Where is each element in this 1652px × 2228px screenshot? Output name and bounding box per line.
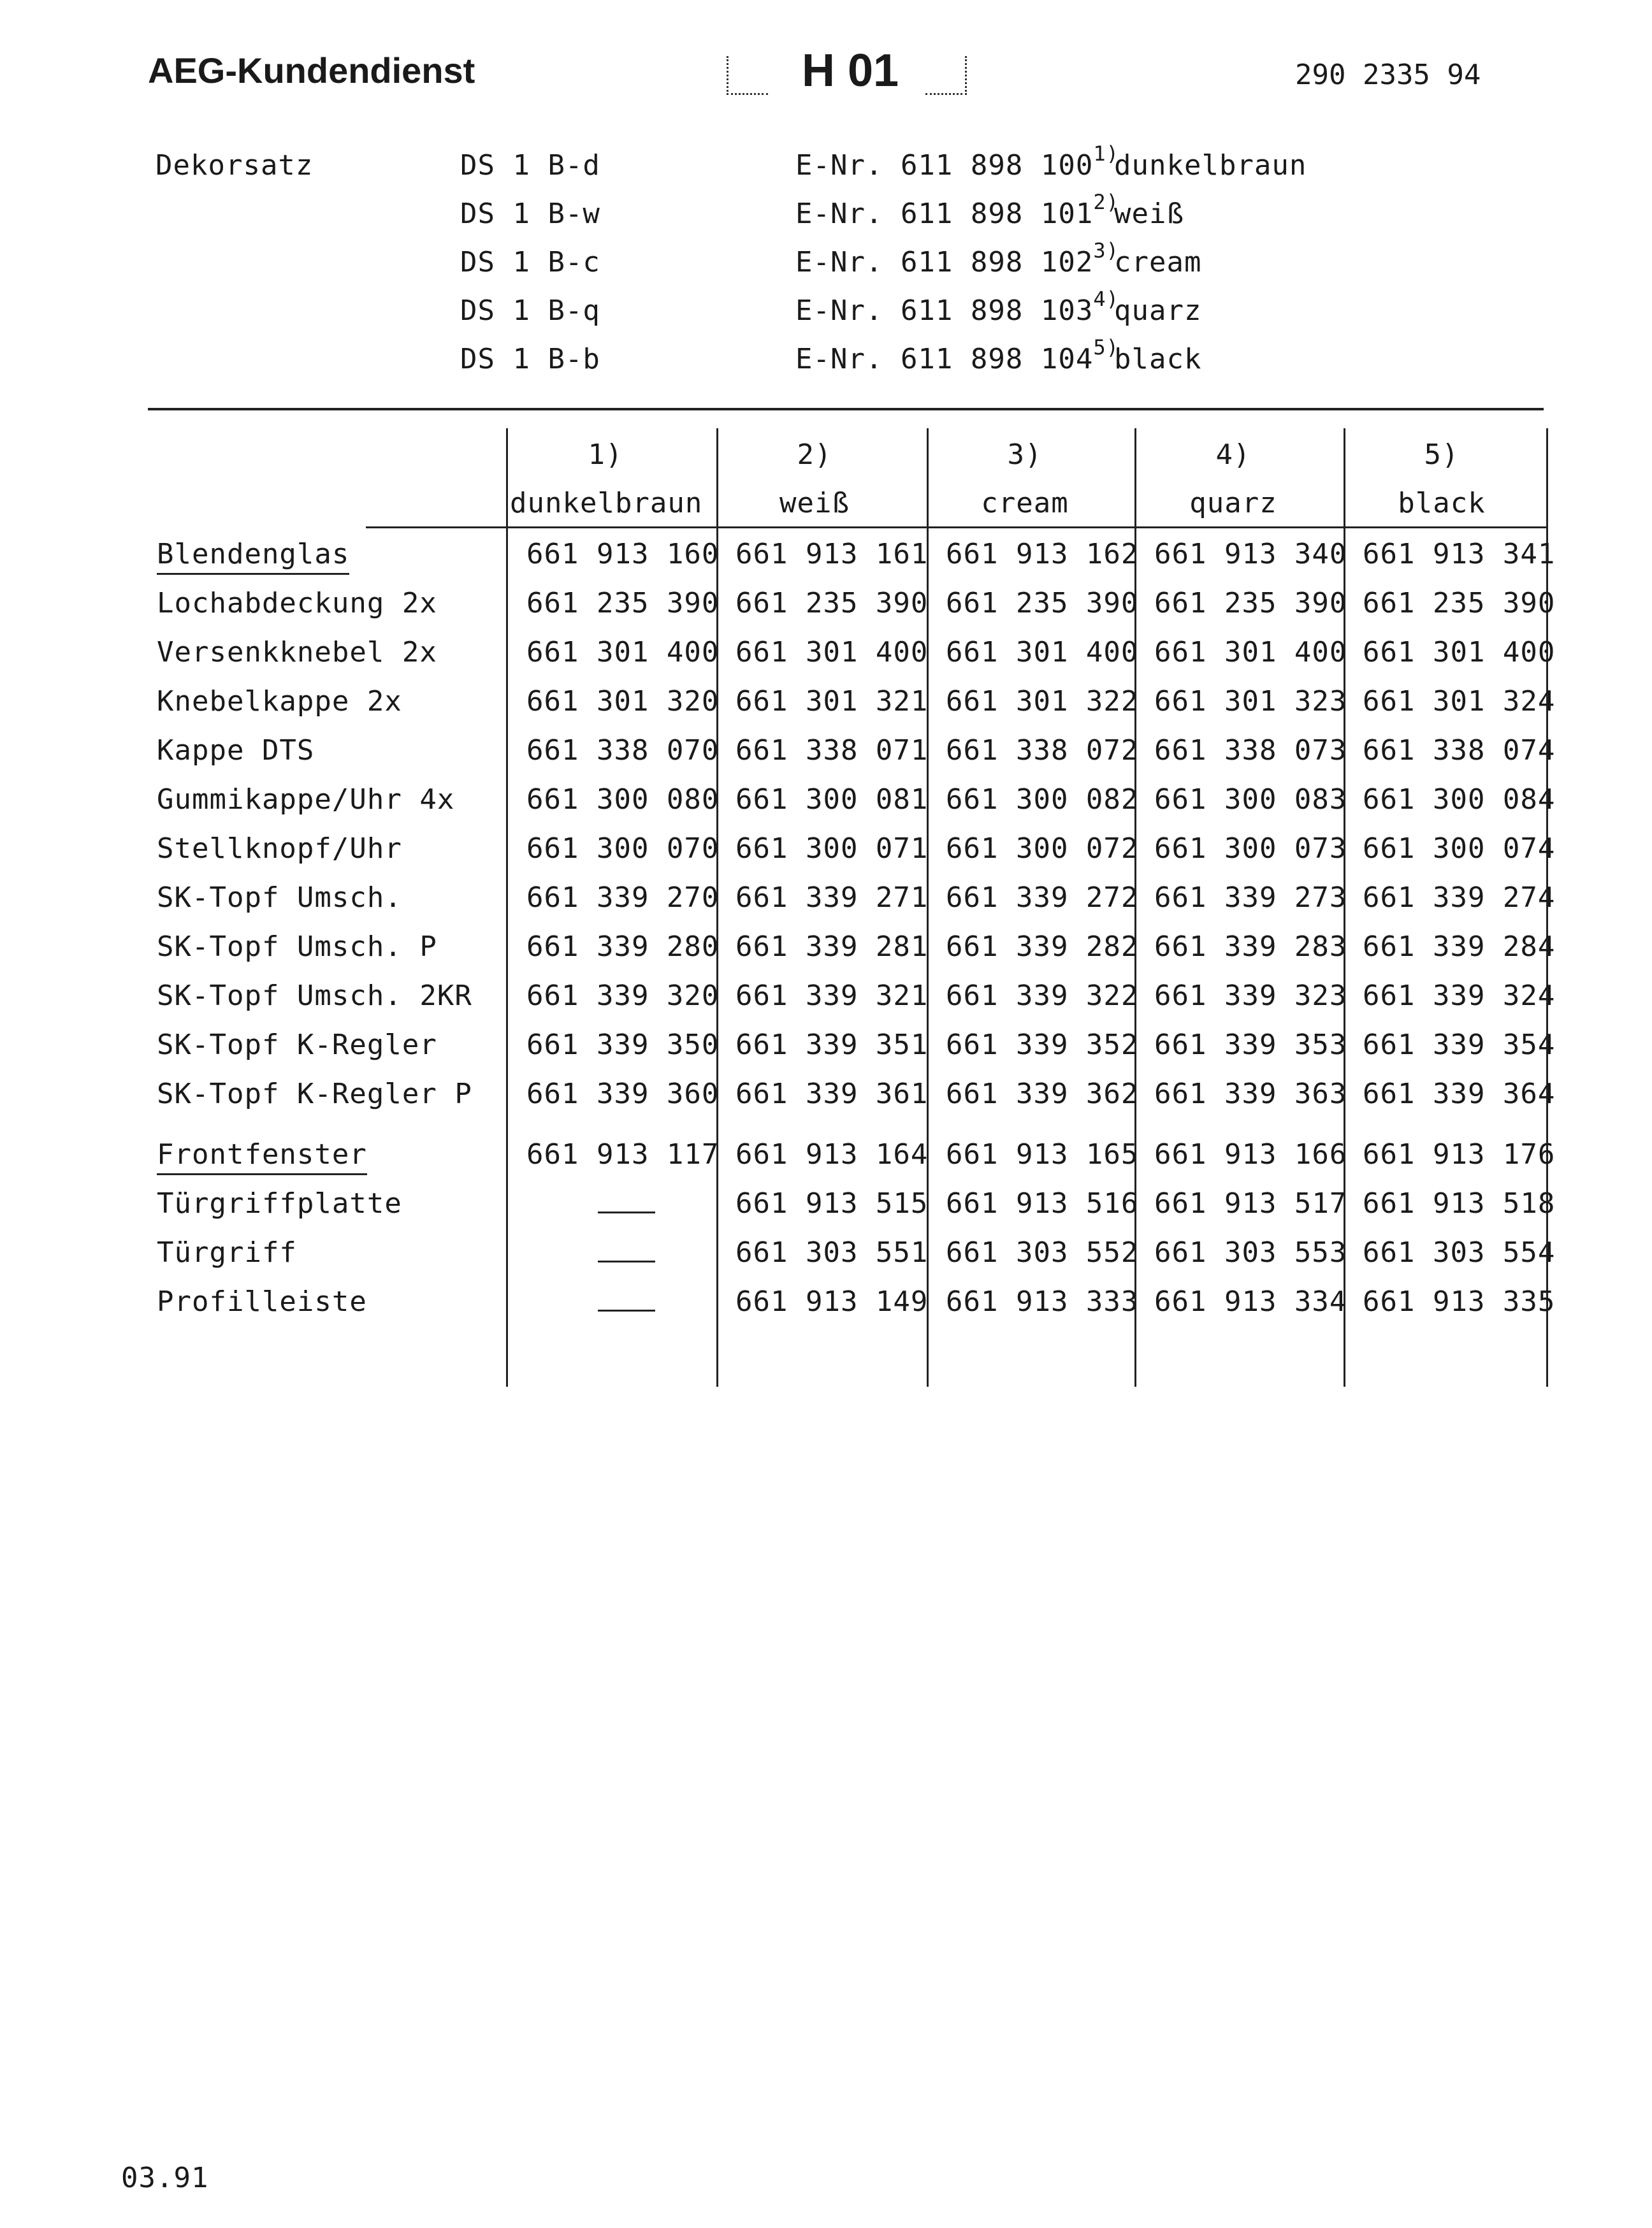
part-number-cell: 661 913 334 (1154, 1285, 1347, 1318)
enr-number: E-Nr. 611 898 103 (795, 294, 1094, 327)
column-color-name: quarz (1189, 487, 1277, 519)
part-number-cell: 661 339 282 (946, 930, 1139, 963)
part-number-cell: 661 235 390 (946, 587, 1139, 619)
part-number-cell: 661 338 070 (526, 734, 720, 767)
part-number-cell: 661 301 322 (946, 685, 1139, 718)
part-number-cell: 661 913 335 (1363, 1285, 1556, 1318)
dekorsatz-label: Dekorsatz (156, 149, 314, 182)
dekorsatz-color: cream (1114, 246, 1202, 278)
part-number-cell: 661 913 341 (1363, 538, 1556, 570)
part-number-cell: 661 300 082 (946, 783, 1139, 816)
part-number-cell: 661 300 072 (946, 832, 1139, 865)
row-label: SK-Topf K-Regler (157, 1029, 437, 1061)
part-number-cell: 661 339 271 (735, 881, 929, 914)
column-number: 2) (797, 438, 832, 471)
part-number-cell: 661 339 272 (946, 881, 1139, 914)
dekorsatz-model: DS 1 B-d (460, 149, 600, 182)
part-number-cell: 661 913 516 (946, 1187, 1139, 1220)
part-number-cell: 661 339 284 (1363, 930, 1556, 963)
not-applicable-dash (598, 1212, 655, 1213)
part-number-cell: 661 913 517 (1154, 1187, 1347, 1220)
part-number-cell: 661 913 149 (735, 1285, 929, 1318)
part-number-cell: 661 913 117 (526, 1138, 720, 1171)
part-number-cell: 661 338 074 (1363, 734, 1556, 767)
dekorsatz-color: weiß (1114, 198, 1184, 230)
part-number-cell: 661 339 351 (735, 1029, 929, 1061)
dekorsatz-enr (795, 335, 1119, 375)
row-label: SK-Topf Umsch. (157, 881, 402, 914)
dekorsatz-model: DS 1 B-b (460, 343, 600, 375)
enr-number: E-Nr. 611 898 104 (795, 343, 1094, 375)
part-number-cell: 661 301 400 (1154, 636, 1347, 669)
part-number-cell: 661 235 390 (526, 587, 720, 619)
part-number-cell: 661 339 363 (1154, 1078, 1347, 1110)
dekorsatz-model: DS 1 B-q (460, 294, 600, 327)
part-number-cell: 661 301 320 (526, 685, 720, 718)
section-divider (148, 408, 1544, 410)
row-label: Stellknopf/Uhr (157, 832, 402, 865)
header-underline (366, 526, 1546, 528)
frame-corner-left (727, 56, 768, 95)
not-applicable-dash (598, 1310, 655, 1312)
part-number-cell: 661 339 274 (1363, 881, 1556, 914)
part-number-cell: 661 339 320 (526, 980, 720, 1012)
row-label: Türgriffplatte (157, 1187, 402, 1220)
part-number-cell: 661 303 551 (735, 1236, 929, 1269)
footnote-marker: 2) (1093, 190, 1119, 214)
row-label: Kappe DTS (157, 734, 315, 767)
row-label: SK-Topf Umsch. P (157, 930, 437, 963)
part-number-cell: 661 913 165 (946, 1138, 1139, 1171)
part-number-cell: 661 300 080 (526, 783, 720, 816)
part-number-cell: 661 339 354 (1363, 1029, 1556, 1061)
part-number-cell: 661 301 400 (946, 636, 1139, 669)
part-number-cell: 661 338 072 (946, 734, 1139, 767)
part-number-cell: 661 913 340 (1154, 538, 1347, 570)
part-number-cell: 661 339 361 (735, 1078, 929, 1110)
document-code: H 01 (802, 45, 899, 96)
column-color-name: black (1398, 487, 1486, 519)
dekorsatz-model: DS 1 B-w (460, 198, 600, 230)
part-number-cell: 661 300 073 (1154, 832, 1347, 865)
row-label: SK-Topf K-Regler P (157, 1078, 472, 1110)
dekorsatz-color: black (1114, 343, 1202, 375)
part-number-cell: 661 339 283 (1154, 930, 1347, 963)
part-number-cell: 661 339 324 (1363, 980, 1556, 1012)
row-label: Profilleiste (157, 1285, 367, 1318)
part-number-cell: 661 301 321 (735, 685, 929, 718)
part-number-cell: 661 913 333 (946, 1285, 1139, 1318)
part-number-cell: 661 913 160 (526, 538, 720, 570)
part-number-cell: 661 339 322 (946, 980, 1139, 1012)
dekorsatz-enr (795, 238, 1119, 278)
dekorsatz-color: dunkelbraun (1114, 149, 1307, 182)
part-number-cell: 661 300 071 (735, 832, 929, 865)
column-number: 3) (1007, 438, 1043, 471)
part-number-cell: 661 339 364 (1363, 1078, 1556, 1110)
part-number-cell: 661 339 350 (526, 1029, 720, 1061)
part-number-cell: 661 339 270 (526, 881, 720, 914)
part-number-cell: 661 339 353 (1154, 1029, 1347, 1061)
part-number-cell: 661 339 273 (1154, 881, 1347, 914)
footnote-marker: 5) (1093, 335, 1119, 359)
part-number-cell: 661 339 323 (1154, 980, 1347, 1012)
row-label: SK-Topf Umsch. 2KR (157, 980, 472, 1012)
enr-number: E-Nr. 611 898 100 (795, 149, 1094, 182)
part-number-cell: 661 913 176 (1363, 1138, 1556, 1171)
row-label: Frontfenster (157, 1138, 367, 1175)
row-label: Gummikappe/Uhr 4x (157, 783, 455, 816)
part-number-cell: 661 303 554 (1363, 1236, 1556, 1269)
part-number-cell: 661 301 400 (735, 636, 929, 669)
footnote-marker: 4) (1093, 287, 1119, 311)
part-number-cell: 661 300 074 (1363, 832, 1556, 865)
footnote-marker: 1) (1093, 141, 1119, 166)
column-number: 1) (588, 438, 623, 471)
part-number-cell: 661 913 162 (946, 538, 1139, 570)
column-number: 5) (1424, 438, 1460, 471)
part-number-cell: 661 338 073 (1154, 734, 1347, 767)
part-number-cell: 661 339 362 (946, 1078, 1139, 1110)
footnote-marker: 3) (1093, 238, 1119, 263)
part-number-cell: 661 301 324 (1363, 685, 1556, 718)
column-color-name: weiß (779, 487, 850, 519)
part-number-cell: 661 300 081 (735, 783, 929, 816)
row-label: Blendenglas (157, 538, 349, 575)
row-label: Knebelkappe 2x (157, 685, 402, 718)
frame-corner-right (925, 56, 967, 95)
part-number-cell: 661 300 084 (1363, 783, 1556, 816)
column-color-name: dunkelbraun (510, 487, 703, 519)
column-color-name: cream (981, 487, 1069, 519)
dekorsatz-enr (795, 287, 1119, 327)
part-number-cell: 661 339 281 (735, 930, 929, 963)
dekorsatz-model: DS 1 B-c (460, 246, 600, 278)
part-number-cell: 661 913 166 (1154, 1138, 1347, 1171)
part-number-cell: 661 339 352 (946, 1029, 1139, 1061)
brand-title: AEG-Kundendienst (148, 50, 475, 90)
part-number-cell: 661 301 400 (1363, 636, 1556, 669)
row-label: Versenkknebel 2x (157, 636, 437, 669)
row-label: Türgriff (157, 1236, 297, 1269)
part-number-cell: 661 300 083 (1154, 783, 1347, 816)
part-number-cell: 661 339 360 (526, 1078, 720, 1110)
enr-number: E-Nr. 611 898 101 (795, 198, 1094, 230)
part-number-cell: 661 339 280 (526, 930, 720, 963)
dekorsatz-enr (795, 190, 1119, 230)
dekorsatz-color: quarz (1114, 294, 1202, 327)
part-number-cell: 661 301 400 (526, 636, 720, 669)
part-number-cell: 661 235 390 (1154, 587, 1347, 619)
not-applicable-dash (598, 1261, 655, 1262)
part-number-cell: 661 913 161 (735, 538, 929, 570)
enr-number: E-Nr. 611 898 102 (795, 246, 1094, 278)
part-number-cell: 661 913 515 (735, 1187, 929, 1220)
row-label: Lochabdeckung 2x (157, 587, 437, 619)
part-number-cell: 661 338 071 (735, 734, 929, 767)
part-number-cell: 661 300 070 (526, 832, 720, 865)
dekorsatz-enr (795, 141, 1119, 182)
part-number-cell: 661 235 390 (735, 587, 929, 619)
part-number-cell: 661 913 518 (1363, 1187, 1556, 1220)
part-number-cell: 661 303 552 (946, 1236, 1139, 1269)
part-number-cell: 661 339 321 (735, 980, 929, 1012)
part-number-cell: 661 301 323 (1154, 685, 1347, 718)
part-number-cell: 661 303 553 (1154, 1236, 1347, 1269)
column-rule (506, 428, 508, 1387)
footer-date: 03.91 (121, 2162, 209, 2194)
column-number: 4) (1215, 438, 1251, 471)
document-number: 290 2335 94 (1295, 59, 1481, 91)
part-number-cell: 661 235 390 (1363, 587, 1556, 619)
part-number-cell: 661 913 164 (735, 1138, 929, 1171)
